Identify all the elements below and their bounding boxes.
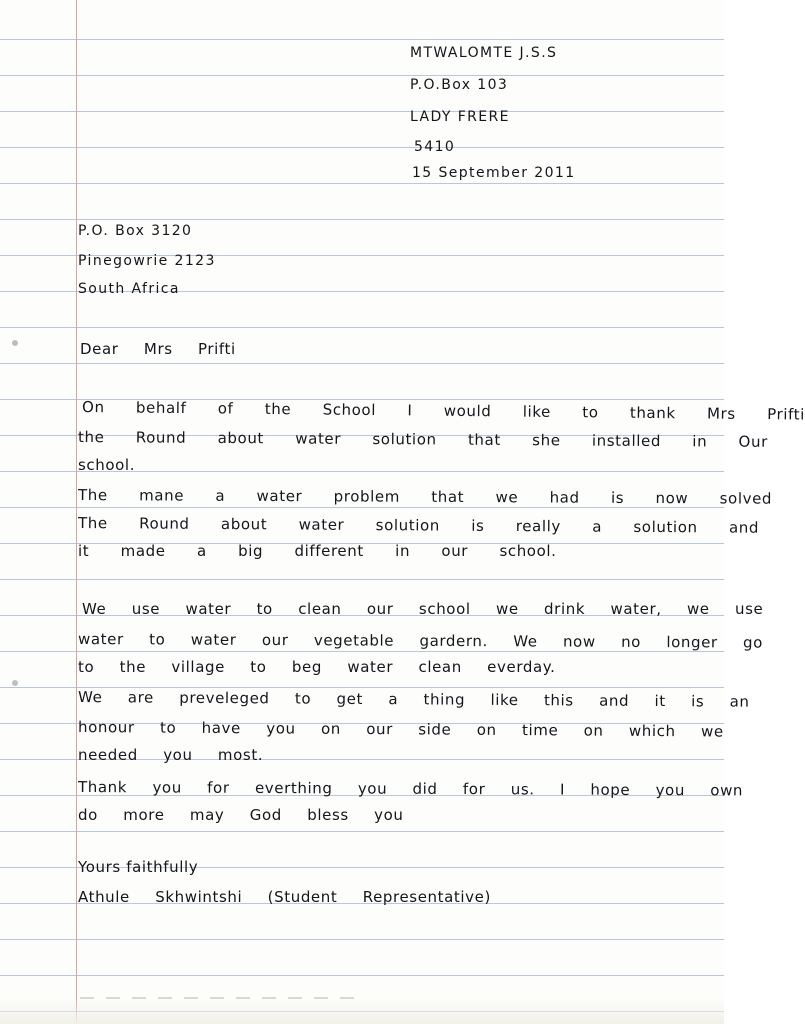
- paragraph-line: needed you most.: [78, 746, 264, 764]
- closing: Yours faithfully: [78, 858, 199, 876]
- paragraph-line: On behalf of the School I would like to thank Mrs Prifti: [82, 398, 805, 424]
- paragraph-line: school.: [78, 456, 136, 474]
- margin-line: [76, 0, 77, 1024]
- recipient-country: South Africa: [78, 281, 180, 297]
- paragraph-line: water to water our vegetable gardern. We now no longer go: [78, 630, 764, 652]
- paragraph-line: We use water to clean our school we drink water, we use: [82, 600, 764, 618]
- recipient-town: Pinegowrie 2123: [78, 253, 216, 269]
- paragraph-line: honour to have you on our side on time on which we: [78, 718, 724, 741]
- paragraph-line: The mane a water problem that we had is now solved: [78, 486, 773, 508]
- punch-hole-mark: [12, 680, 18, 686]
- punch-hole-mark: [12, 340, 18, 346]
- signature: Athule Skhwintshi (Student Representative): [78, 888, 491, 906]
- letter-date: 15 September 2011: [412, 165, 576, 181]
- paragraph-line: The Round about water solution is really a solution and: [78, 514, 760, 537]
- sender-school: MTWALOMTE J.S.S: [410, 45, 558, 61]
- paragraph-line: We are preveleged to get a thing like this and it is an: [78, 688, 750, 711]
- paragraph-line: do more may God bless you: [78, 806, 404, 824]
- sender-town: LADY FRERE: [410, 109, 510, 125]
- recipient-po-box: P.O. Box 3120: [78, 223, 193, 239]
- page-bottom-edge: [0, 998, 724, 1024]
- sender-code: 5410: [414, 139, 456, 155]
- salutation: Dear Mrs Prifti: [80, 340, 236, 358]
- paragraph-line: the Round about water solution that she installed in Our: [78, 428, 768, 451]
- paragraph-line: it made a big different in our school.: [78, 542, 557, 560]
- sender-po-box: P.O.Box 103: [410, 77, 509, 93]
- paragraph-line: Thank you for everthing you did for us. I hope you own: [78, 778, 744, 800]
- paragraph-line: to the village to beg water clean everday.: [78, 658, 556, 676]
